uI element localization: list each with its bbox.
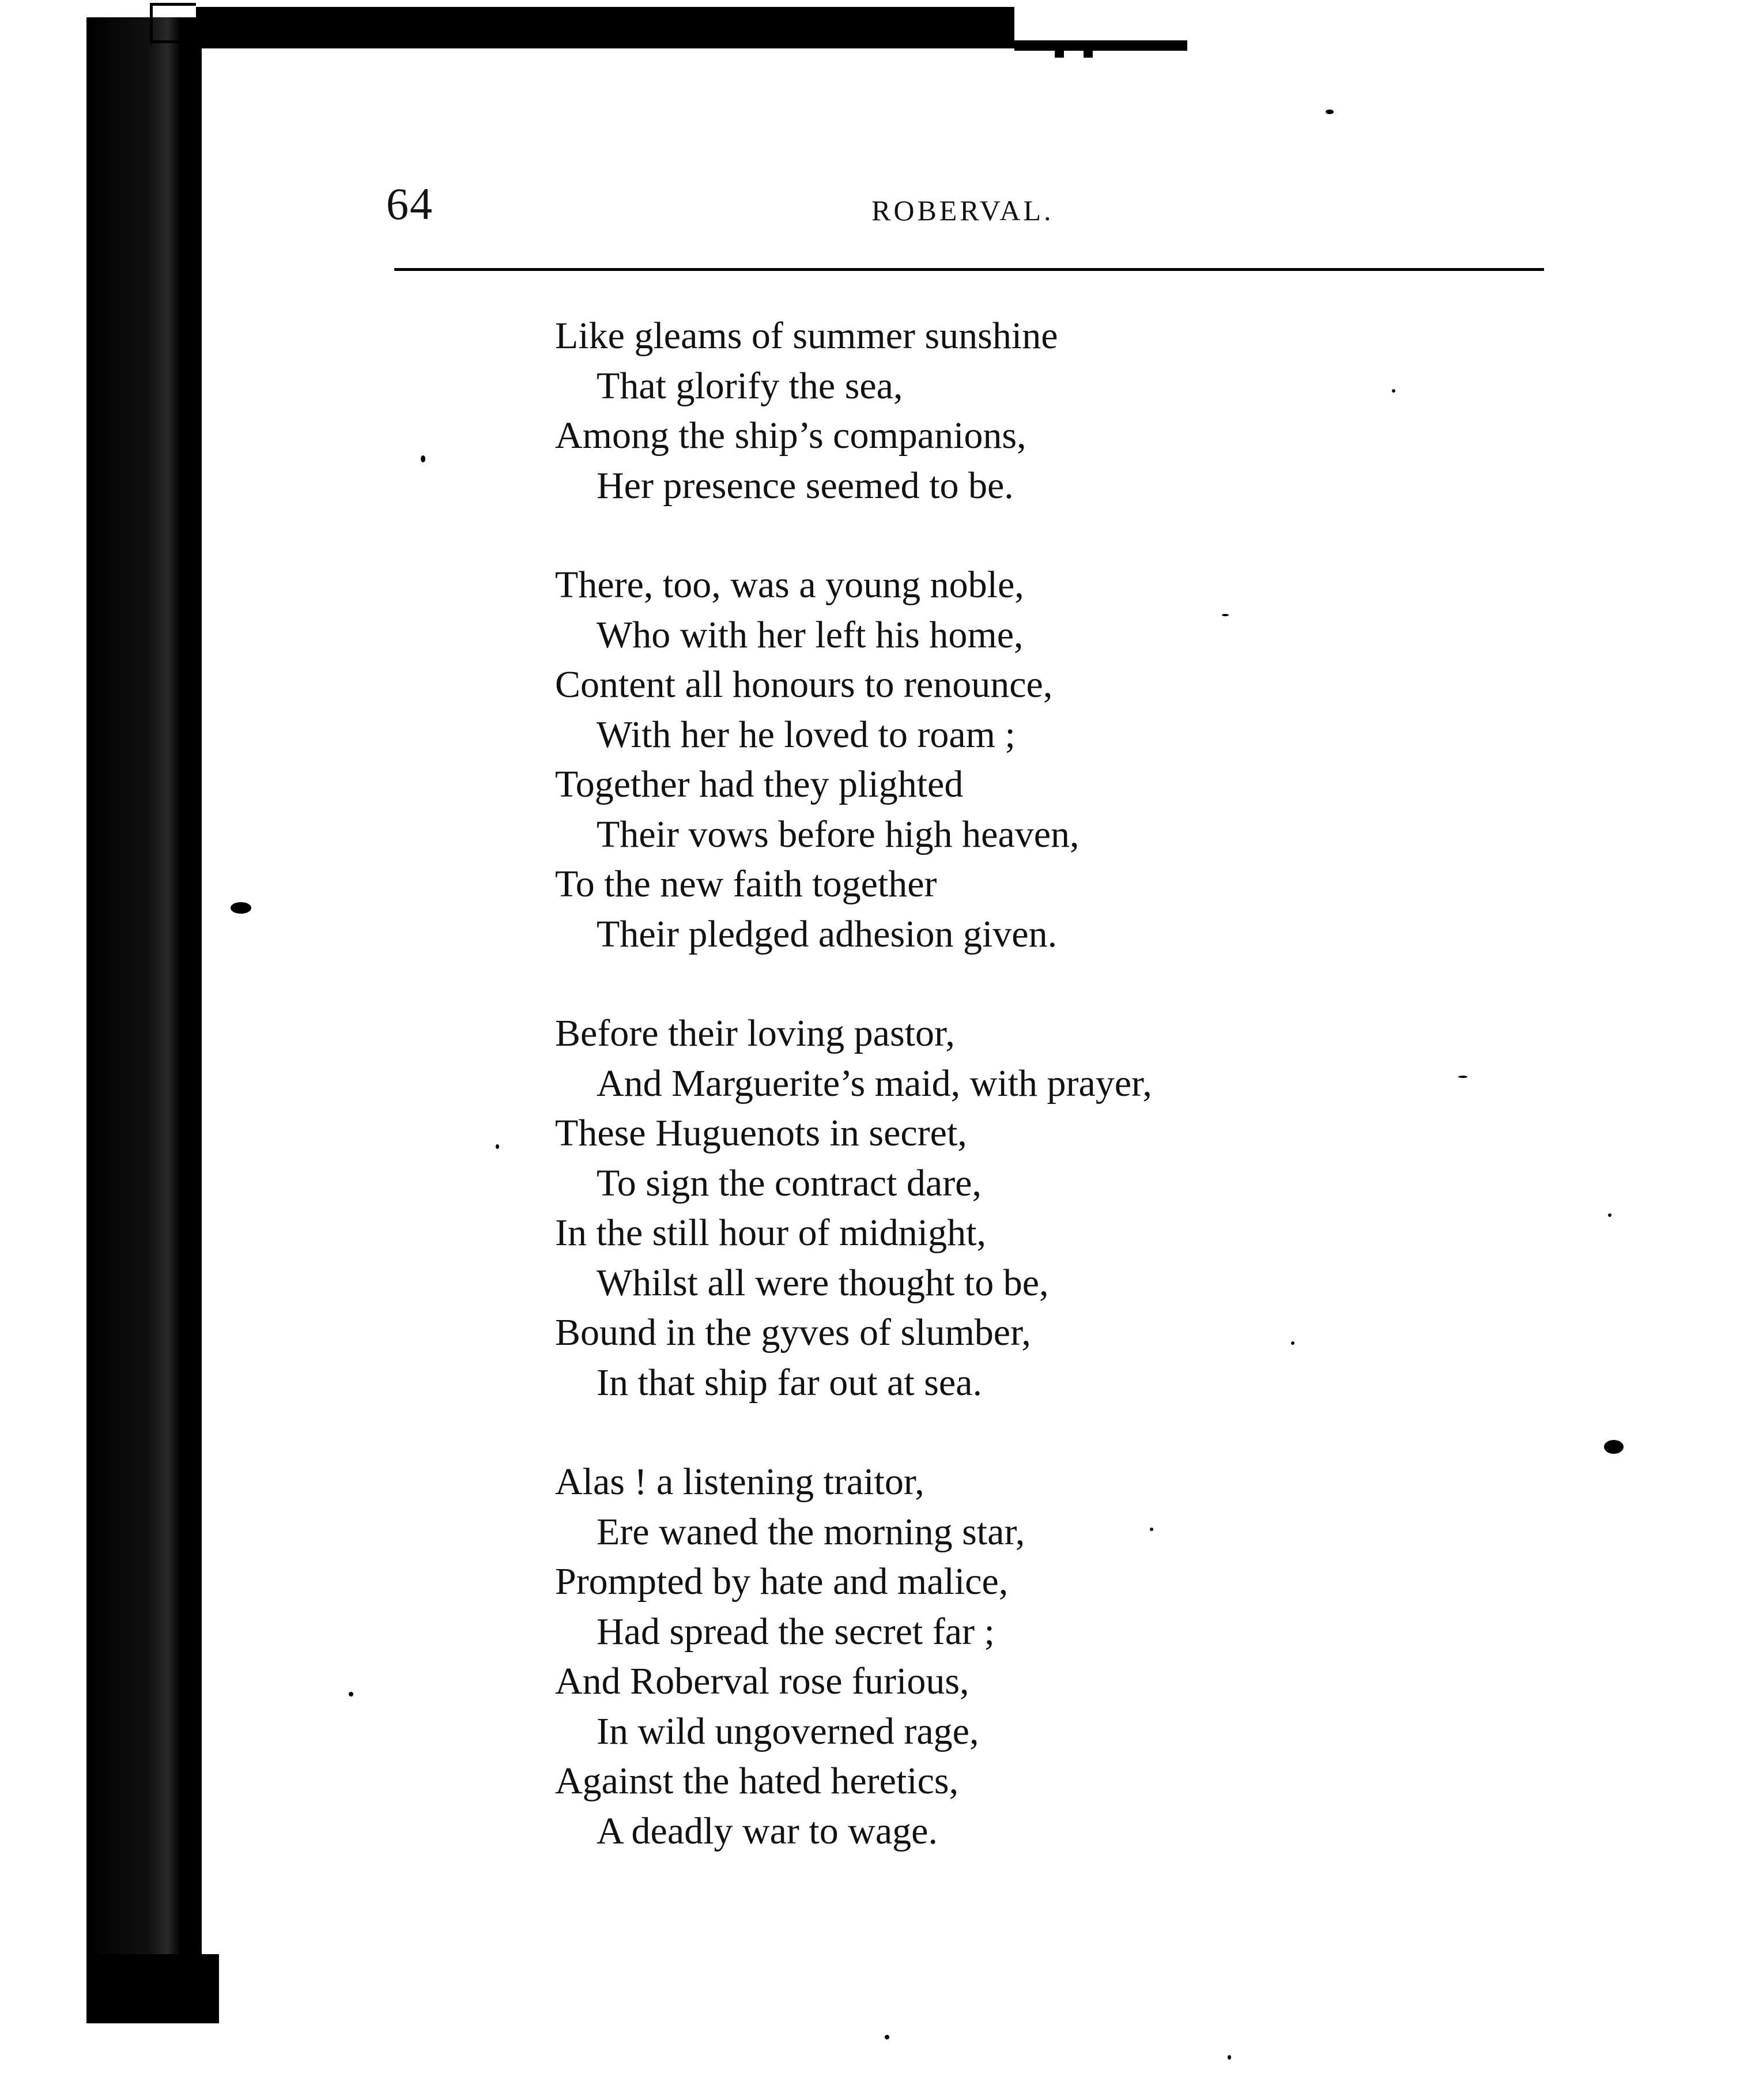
poem-line: Alas ! a listening traitor,	[555, 1461, 924, 1503]
speck	[421, 455, 425, 462]
poem-line: And Marguerite’s maid, with prayer,	[597, 1062, 1152, 1104]
poem-line: Her presence seemed to be.	[597, 464, 1014, 507]
poem-line: Their vows before high heaven,	[597, 813, 1080, 855]
stanza-3	[555, 1009, 1362, 1408]
speck	[1228, 2055, 1231, 2060]
poem-line: To the new faith together	[555, 863, 937, 905]
running-title: ROBERVAL.	[871, 194, 1054, 227]
poem-line: And Roberval rose furious,	[555, 1660, 969, 1702]
poem-line: To sign the contract dare,	[597, 1162, 982, 1204]
speck	[496, 1144, 499, 1149]
poem-line: Like gleams of summer sunshine	[555, 315, 1058, 357]
page-number: 64	[386, 179, 433, 229]
header-rule	[394, 268, 1544, 271]
poem-line: That glorify the sea,	[597, 364, 903, 407]
poem-line: Against the hated heretics,	[555, 1760, 959, 1802]
poem-line: Bound in the gyves of slumber,	[555, 1311, 1031, 1353]
poem-line: Together had they plighted	[555, 763, 964, 805]
top-scan-notch	[1055, 40, 1064, 58]
stanza-1	[555, 311, 1362, 511]
poem-line: Prompted by hate and malice,	[555, 1560, 1009, 1603]
poem-line: With her he loved to roam ;	[597, 713, 1016, 756]
binding-corner-mark	[150, 3, 196, 43]
poem-line: In wild ungoverned rage,	[597, 1710, 979, 1752]
speck	[1604, 1440, 1624, 1454]
poem-line: A deadly war to wage.	[597, 1809, 938, 1852]
poem-line: Had spread the secret far ;	[597, 1610, 995, 1653]
speck	[885, 2035, 889, 2039]
binding-edge	[86, 17, 202, 2020]
top-scan-notch	[1084, 40, 1093, 58]
speck	[1392, 389, 1395, 393]
speck	[349, 1692, 353, 1696]
top-scan-bar	[196, 7, 1014, 48]
poem	[555, 311, 1362, 1906]
poem-line: Whilst all were thought to be,	[597, 1261, 1049, 1304]
poem-line: In that ship far out at sea.	[597, 1361, 982, 1404]
poem-line: Ere waned the morning star,	[597, 1510, 1025, 1553]
poem-line: Content all honours to renounce,	[555, 663, 1053, 706]
poem-line: Among the ship’s companions,	[555, 414, 1026, 457]
stanza-4	[555, 1457, 1362, 1856]
poem-line: Their pledged adhesion given.	[597, 913, 1058, 955]
speck	[1326, 110, 1334, 114]
speck	[231, 902, 251, 914]
stanza-2	[555, 560, 1362, 959]
binding-edge-foot	[86, 1954, 219, 2023]
poem-line: Who with her left his home,	[597, 613, 1024, 656]
top-scan-bar-tail	[1014, 40, 1187, 51]
poem-line: In the still hour of midnight,	[555, 1212, 986, 1254]
poem-line: Before their loving pastor,	[555, 1012, 955, 1054]
poem-line: These Huguenots in secret,	[555, 1112, 967, 1154]
speck	[1458, 1076, 1467, 1078]
speck	[1608, 1213, 1611, 1217]
poem-line: There, too, was a young noble,	[555, 564, 1024, 606]
